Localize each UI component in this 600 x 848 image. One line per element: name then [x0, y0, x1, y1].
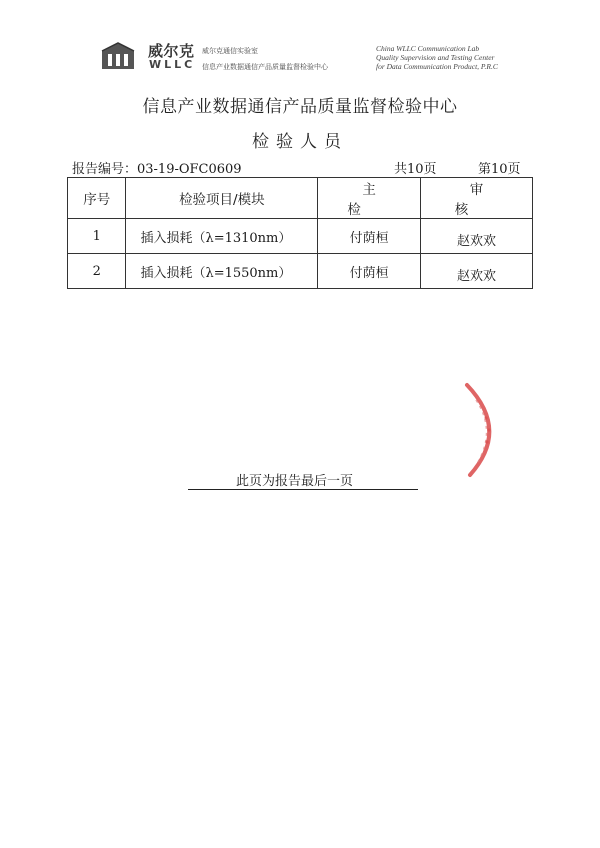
building-logo-icon: [100, 41, 136, 71]
row-item: 插入损耗（λ=1550nm）: [126, 254, 318, 289]
row-reviewer: 赵欢欢: [420, 219, 532, 254]
row-inspector: 付荫桓: [318, 254, 421, 289]
page-total: 共10页: [394, 162, 437, 177]
lab-name-en-3: for Data Communication Product, P.R.C: [376, 62, 498, 71]
row-reviewer: 赵欢欢: [420, 254, 532, 289]
lab-name-cn-1: 威尔克通信实验室: [202, 47, 258, 55]
table-header-row: [68, 178, 533, 219]
document-title: 信息产业数据通信产品质量监督检验中心: [142, 97, 458, 117]
header-inspector: 主检: [318, 178, 421, 219]
inspectors-table: [67, 177, 533, 289]
row-inspector: 付荫桓: [318, 219, 421, 254]
lab-name-en-2: Quality Supervision and Testing Center: [376, 53, 495, 62]
header-item: 检验项目/模块: [126, 178, 318, 219]
document-subtitle: 检验人员: [252, 132, 348, 152]
brand-name-cn: 威尔克: [148, 42, 195, 60]
row-index: 1: [68, 219, 126, 254]
report-number: 报告编号：03-19-OFC0609: [72, 162, 242, 177]
lab-name-en-block: [376, 44, 576, 71]
row-index: 2: [68, 254, 126, 289]
row-item: 插入损耗（λ=1310nm）: [126, 219, 318, 254]
brand-name-en: WLLC: [149, 58, 196, 71]
end-note-underline: [188, 489, 418, 490]
official-seal-icon: [462, 380, 512, 480]
end-of-report-note: 此页为报告最后一页: [236, 474, 354, 489]
lab-name-cn-2: 信息产业数据通信产品质量监督检验中心: [202, 63, 328, 71]
header-index: 序号: [68, 178, 126, 219]
table-row: [68, 219, 533, 254]
lab-name-en-1: China WLLC Communication Lab: [376, 44, 480, 53]
table-row: [68, 254, 533, 289]
page-current: 第10页: [478, 162, 521, 177]
header-reviewer: 审核: [420, 178, 532, 219]
